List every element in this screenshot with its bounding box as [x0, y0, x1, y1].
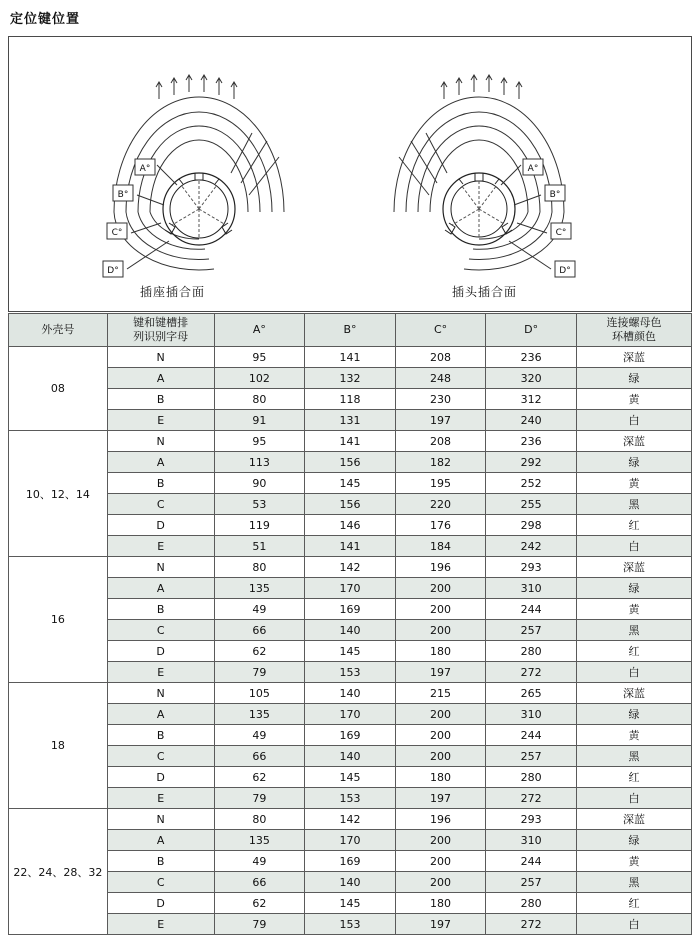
label-d-left: D°	[107, 266, 119, 276]
color-cell: 黄	[576, 389, 691, 410]
angle-d-cell: 244	[486, 725, 577, 746]
figure-panel	[8, 36, 692, 312]
letter-cell: D	[107, 767, 214, 788]
angle-a-cell: 62	[214, 641, 305, 662]
angle-b-cell: 141	[305, 536, 396, 557]
angle-c-cell: 208	[395, 347, 486, 368]
letter-cell: N	[107, 809, 214, 830]
letter-cell: E	[107, 410, 214, 431]
angle-d-cell: 236	[486, 431, 577, 452]
angle-c-cell: 200	[395, 578, 486, 599]
letter-cell: A	[107, 452, 214, 473]
angle-c-cell: 197	[395, 788, 486, 809]
color-cell: 深蓝	[576, 809, 691, 830]
angle-c-cell: 220	[395, 494, 486, 515]
color-cell: 黑	[576, 872, 691, 893]
shell-number-cell: 16	[9, 557, 108, 683]
letter-cell: B	[107, 473, 214, 494]
color-cell: 白	[576, 536, 691, 557]
letter-cell: D	[107, 515, 214, 536]
color-cell: 红	[576, 641, 691, 662]
angle-a-cell: 51	[214, 536, 305, 557]
table-row	[9, 830, 692, 851]
letter-cell: B	[107, 389, 214, 410]
angle-d-cell: 244	[486, 599, 577, 620]
angle-c-cell: 180	[395, 641, 486, 662]
color-cell: 黑	[576, 620, 691, 641]
angle-b-cell: 146	[305, 515, 396, 536]
page-title: 定位键位置	[10, 12, 81, 27]
socket-diagram	[103, 75, 284, 277]
angle-d-cell: 272	[486, 914, 577, 935]
key-position-diagram	[9, 37, 691, 311]
angle-b-cell: 142	[305, 809, 396, 830]
angle-d-cell: 272	[486, 788, 577, 809]
angle-c-cell: 196	[395, 557, 486, 578]
angle-b-cell: 140	[305, 620, 396, 641]
angle-b-cell: 170	[305, 830, 396, 851]
angle-a-cell: 105	[214, 683, 305, 704]
angle-c-cell: 200	[395, 872, 486, 893]
angle-b-cell: 169	[305, 725, 396, 746]
letter-cell: C	[107, 620, 214, 641]
angle-a-cell: 91	[214, 410, 305, 431]
angle-d-cell: 292	[486, 452, 577, 473]
angle-d-cell: 310	[486, 830, 577, 851]
angle-a-cell: 49	[214, 725, 305, 746]
table-row	[9, 641, 692, 662]
angle-a-cell: 95	[214, 431, 305, 452]
color-cell: 黄	[576, 473, 691, 494]
angle-a-cell: 66	[214, 872, 305, 893]
table-row	[9, 872, 692, 893]
angle-b-cell: 153	[305, 662, 396, 683]
angle-a-cell: 53	[214, 494, 305, 515]
letter-cell: N	[107, 431, 214, 452]
angle-a-cell: 62	[214, 893, 305, 914]
angle-d-cell: 242	[486, 536, 577, 557]
angle-d-cell: 236	[486, 347, 577, 368]
angle-d-cell: 265	[486, 683, 577, 704]
angle-c-cell: 184	[395, 536, 486, 557]
table-row	[9, 431, 692, 452]
angle-a-cell: 49	[214, 599, 305, 620]
angle-a-cell: 135	[214, 578, 305, 599]
letter-cell: N	[107, 347, 214, 368]
angle-a-cell: 113	[214, 452, 305, 473]
label-c-right: C°	[555, 228, 567, 238]
letter-cell: A	[107, 368, 214, 389]
table-row	[9, 725, 692, 746]
header-color	[576, 314, 691, 347]
angle-b-cell: 140	[305, 872, 396, 893]
color-cell: 深蓝	[576, 683, 691, 704]
table-header-row	[9, 314, 692, 347]
figure-caption-plug: 插头插合面	[452, 285, 518, 299]
angle-b-cell: 131	[305, 410, 396, 431]
angle-d-cell: 320	[486, 368, 577, 389]
label-c-left: C°	[111, 228, 123, 238]
angle-d-cell: 312	[486, 389, 577, 410]
label-a-left: A°	[139, 164, 151, 174]
angle-c-cell: 180	[395, 893, 486, 914]
header-letter	[107, 314, 214, 347]
color-cell: 绿	[576, 452, 691, 473]
angle-b-cell: 118	[305, 389, 396, 410]
color-cell: 黄	[576, 599, 691, 620]
letter-cell: E	[107, 536, 214, 557]
angle-c-cell: 196	[395, 809, 486, 830]
table-row	[9, 536, 692, 557]
angle-b-cell: 145	[305, 767, 396, 788]
plug-diagram	[394, 75, 575, 277]
table-row	[9, 389, 692, 410]
header-angle-b: B°	[305, 314, 396, 347]
angle-b-cell: 156	[305, 452, 396, 473]
angle-c-cell: 197	[395, 410, 486, 431]
angle-d-cell: 255	[486, 494, 577, 515]
angle-b-cell: 141	[305, 431, 396, 452]
color-cell: 深蓝	[576, 347, 691, 368]
color-cell: 黄	[576, 725, 691, 746]
table-row	[9, 788, 692, 809]
angle-c-cell: 176	[395, 515, 486, 536]
angle-d-cell: 280	[486, 641, 577, 662]
angle-d-cell: 244	[486, 851, 577, 872]
table-row	[9, 368, 692, 389]
color-cell: 绿	[576, 368, 691, 389]
table-row	[9, 809, 692, 830]
color-cell: 白	[576, 914, 691, 935]
angle-a-cell: 66	[214, 746, 305, 767]
angle-b-cell: 170	[305, 704, 396, 725]
angle-b-cell: 169	[305, 599, 396, 620]
table-row	[9, 767, 692, 788]
label-b-left: B°	[117, 190, 129, 200]
angle-c-cell: 180	[395, 767, 486, 788]
letter-cell: N	[107, 557, 214, 578]
angle-d-cell: 272	[486, 662, 577, 683]
angle-c-cell: 200	[395, 830, 486, 851]
angle-c-cell: 197	[395, 914, 486, 935]
angle-c-cell: 230	[395, 389, 486, 410]
header-color-line2: 环槽颜色	[611, 330, 656, 343]
table-row	[9, 704, 692, 725]
table-row	[9, 410, 692, 431]
color-cell: 绿	[576, 578, 691, 599]
angle-c-cell: 208	[395, 431, 486, 452]
angle-a-cell: 66	[214, 620, 305, 641]
table-row	[9, 473, 692, 494]
angle-a-cell: 135	[214, 704, 305, 725]
angle-d-cell: 310	[486, 704, 577, 725]
letter-cell: C	[107, 872, 214, 893]
table-row	[9, 893, 692, 914]
angle-b-cell: 141	[305, 347, 396, 368]
table-row	[9, 620, 692, 641]
letter-cell: C	[107, 494, 214, 515]
header-angle-a: A°	[214, 314, 305, 347]
letter-cell: A	[107, 830, 214, 851]
angle-b-cell: 132	[305, 368, 396, 389]
table-body	[9, 347, 692, 935]
table-row	[9, 557, 692, 578]
angle-a-cell: 49	[214, 851, 305, 872]
table-row	[9, 347, 692, 368]
angle-a-cell: 80	[214, 389, 305, 410]
angle-a-cell: 102	[214, 368, 305, 389]
angle-c-cell: 200	[395, 851, 486, 872]
color-cell: 绿	[576, 704, 691, 725]
angle-b-cell: 170	[305, 578, 396, 599]
table-row	[9, 452, 692, 473]
angle-d-cell: 293	[486, 557, 577, 578]
label-d-right: D°	[559, 266, 571, 276]
table-row	[9, 683, 692, 704]
angle-b-cell: 145	[305, 893, 396, 914]
angle-b-cell: 145	[305, 473, 396, 494]
letter-cell: E	[107, 788, 214, 809]
angle-a-cell: 95	[214, 347, 305, 368]
color-cell: 黑	[576, 494, 691, 515]
header-angle-c: C°	[395, 314, 486, 347]
letter-cell: N	[107, 683, 214, 704]
angle-d-cell: 252	[486, 473, 577, 494]
table-row	[9, 599, 692, 620]
header-angle-d: D°	[486, 314, 577, 347]
angle-c-cell: 200	[395, 599, 486, 620]
letter-cell: D	[107, 641, 214, 662]
angle-b-cell: 153	[305, 788, 396, 809]
header-shell: 外壳号	[9, 314, 108, 347]
label-b-right: B°	[549, 190, 561, 200]
color-cell: 黄	[576, 851, 691, 872]
header-letter-line2: 列识别字母	[133, 330, 189, 343]
table-row	[9, 578, 692, 599]
angle-b-cell: 145	[305, 641, 396, 662]
color-cell: 红	[576, 515, 691, 536]
letter-cell: C	[107, 746, 214, 767]
table-row	[9, 662, 692, 683]
angle-d-cell: 240	[486, 410, 577, 431]
table-row	[9, 851, 692, 872]
angle-b-cell: 153	[305, 914, 396, 935]
angle-b-cell: 140	[305, 683, 396, 704]
shell-number-cell: 22、24、28、32	[9, 809, 108, 935]
angle-d-cell: 257	[486, 620, 577, 641]
letter-cell: D	[107, 893, 214, 914]
letter-cell: A	[107, 578, 214, 599]
angle-b-cell: 156	[305, 494, 396, 515]
letter-cell: E	[107, 662, 214, 683]
angle-a-cell: 90	[214, 473, 305, 494]
angle-d-cell: 257	[486, 872, 577, 893]
angle-d-cell: 310	[486, 578, 577, 599]
shell-number-cell: 10、12、14	[9, 431, 108, 557]
angle-b-cell: 140	[305, 746, 396, 767]
angle-c-cell: 200	[395, 704, 486, 725]
letter-cell: B	[107, 599, 214, 620]
angle-a-cell: 119	[214, 515, 305, 536]
angle-d-cell: 298	[486, 515, 577, 536]
color-cell: 白	[576, 788, 691, 809]
letter-cell: A	[107, 704, 214, 725]
angle-a-cell: 80	[214, 557, 305, 578]
color-cell: 白	[576, 662, 691, 683]
angle-a-cell: 80	[214, 809, 305, 830]
angle-a-cell: 79	[214, 662, 305, 683]
angle-c-cell: 182	[395, 452, 486, 473]
shell-number-cell: 18	[9, 683, 108, 809]
letter-cell: E	[107, 914, 214, 935]
angle-a-cell: 79	[214, 914, 305, 935]
angle-c-cell: 195	[395, 473, 486, 494]
angle-c-cell: 200	[395, 620, 486, 641]
letter-cell: B	[107, 725, 214, 746]
angle-b-cell: 142	[305, 557, 396, 578]
color-cell: 白	[576, 410, 691, 431]
table-row	[9, 494, 692, 515]
header-color-line1: 连接螺母色	[606, 316, 662, 330]
color-cell: 绿	[576, 830, 691, 851]
angle-c-cell: 200	[395, 746, 486, 767]
shell-number-cell: 08	[9, 347, 108, 431]
angle-c-cell: 197	[395, 662, 486, 683]
color-cell: 深蓝	[576, 431, 691, 452]
angle-d-cell: 280	[486, 767, 577, 788]
table-row	[9, 746, 692, 767]
angle-d-cell: 293	[486, 809, 577, 830]
label-a-right: A°	[527, 164, 539, 174]
key-position-table	[8, 313, 692, 935]
header-letter-line1: 键和键槽排	[133, 316, 189, 330]
angle-c-cell: 215	[395, 683, 486, 704]
angle-c-cell: 248	[395, 368, 486, 389]
color-cell: 深蓝	[576, 557, 691, 578]
angle-a-cell: 135	[214, 830, 305, 851]
angle-b-cell: 169	[305, 851, 396, 872]
angle-a-cell: 79	[214, 788, 305, 809]
letter-cell: B	[107, 851, 214, 872]
angle-d-cell: 257	[486, 746, 577, 767]
figure-caption-socket: 插座插合面	[140, 285, 206, 299]
angle-a-cell: 62	[214, 767, 305, 788]
color-cell: 红	[576, 893, 691, 914]
table-row	[9, 914, 692, 935]
color-cell: 黑	[576, 746, 691, 767]
angle-c-cell: 200	[395, 725, 486, 746]
color-cell: 红	[576, 767, 691, 788]
angle-d-cell: 280	[486, 893, 577, 914]
table-row	[9, 515, 692, 536]
